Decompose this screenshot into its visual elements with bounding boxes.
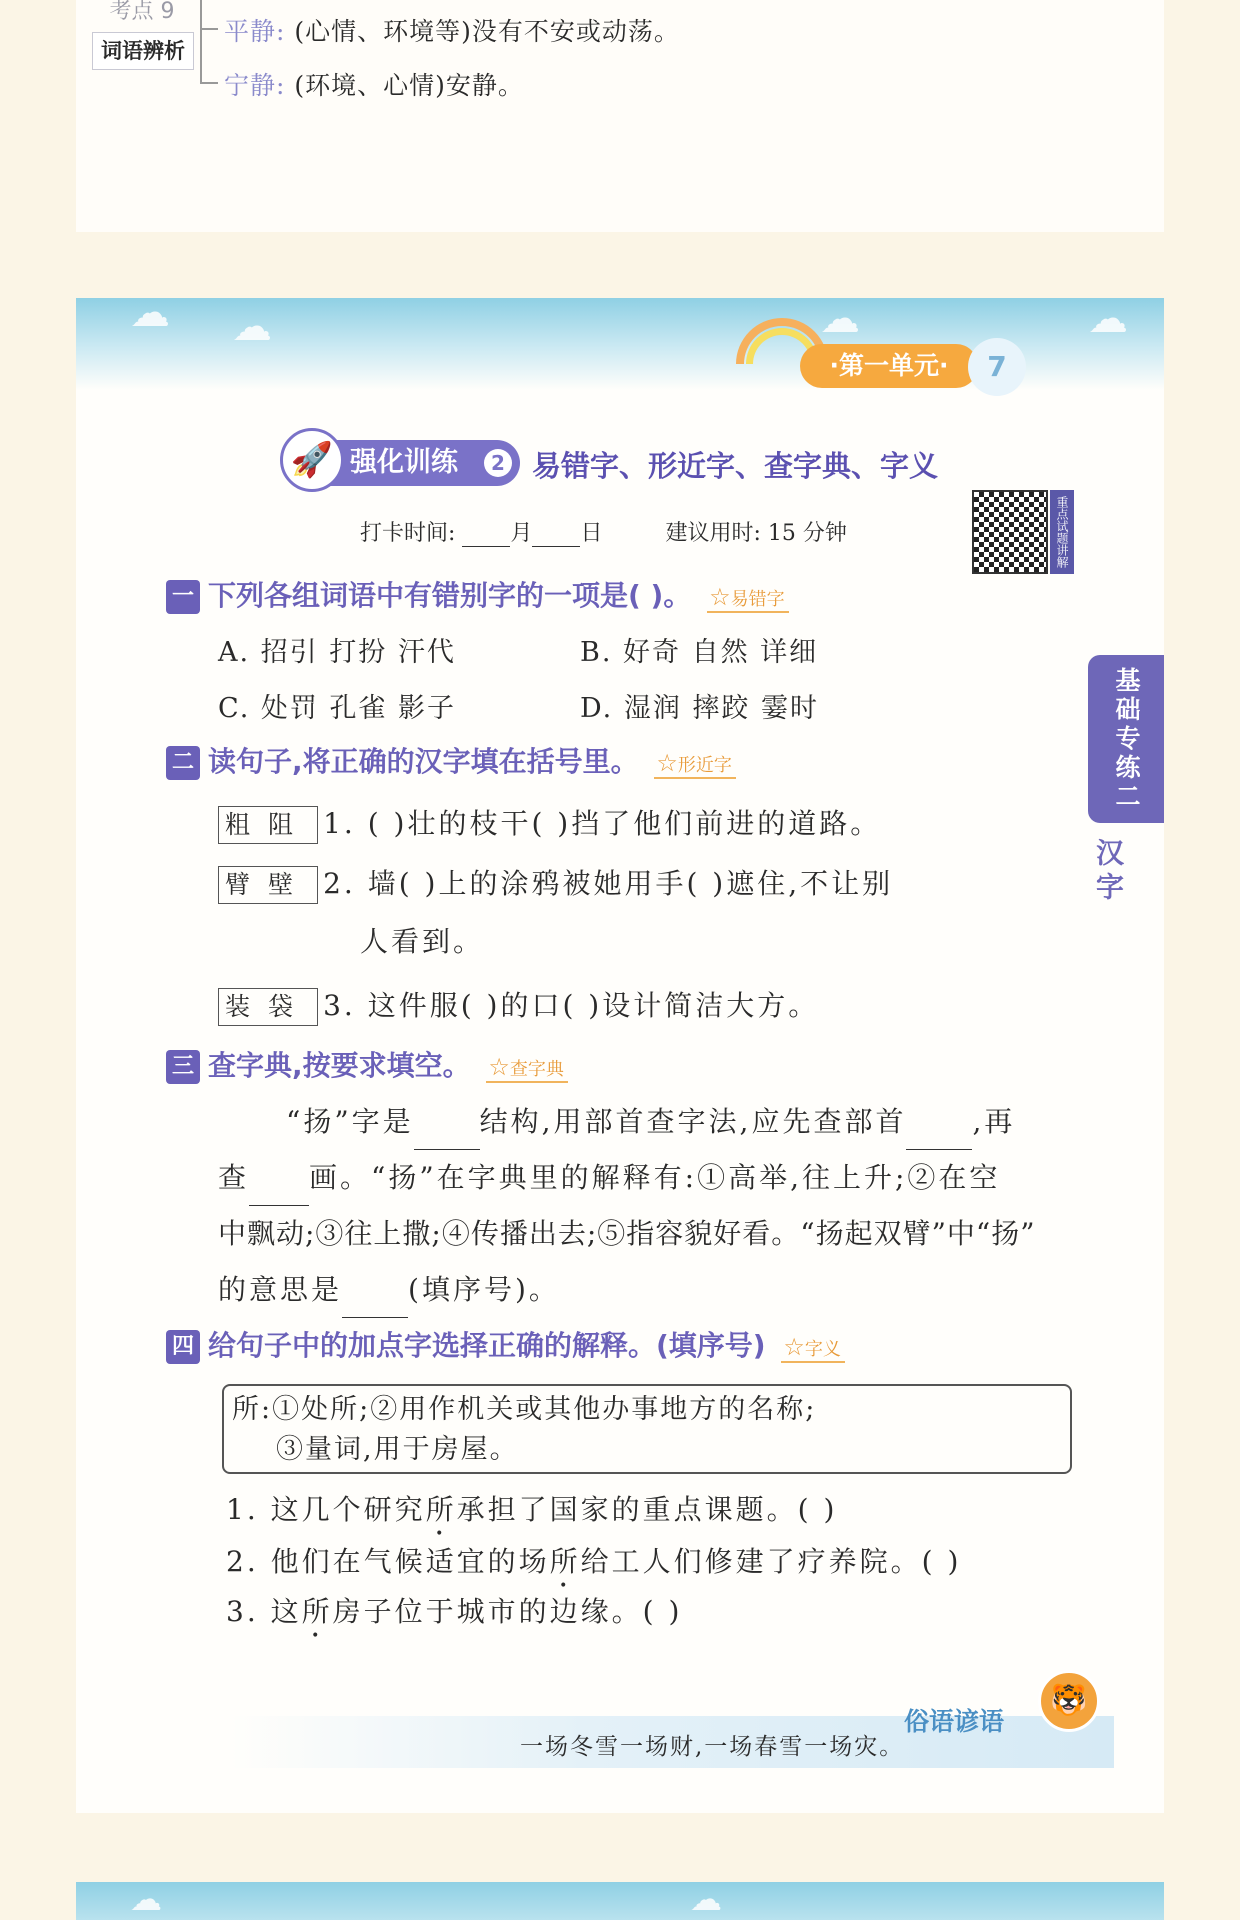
rocket-icon: 🚀	[280, 428, 344, 492]
tag-chazidian	[486, 1053, 568, 1083]
q2-item-1	[218, 802, 881, 844]
next-page-band	[76, 1882, 1164, 1920]
qr-caption: 重点试题讲解	[1050, 490, 1074, 574]
text-ningjing: (环境、心情)安静。	[294, 71, 524, 100]
star-icon: ☆	[709, 583, 731, 611]
month-label: 月	[510, 521, 533, 546]
q3-text: (填序号)。	[408, 1273, 560, 1306]
section-title-pill: 强化训练	[284, 440, 520, 486]
q4-sentence-2	[226, 1540, 961, 1594]
q3-text: “扬”字是	[286, 1105, 414, 1138]
proverb-text: 一场冬雪一场财,一场春雪一场灾。	[520, 1734, 905, 1760]
option-b: B. 好奇 自然 详细	[580, 637, 819, 668]
choice-box: 臂壁	[218, 866, 318, 904]
q3-text: 画。“扬”在字典里的解释有:①高举,往上升;②在空	[309, 1161, 1001, 1194]
answer-blank[interactable]	[342, 1283, 408, 1318]
question-number-icon: 二	[166, 746, 200, 780]
side-tab: 基础专练二	[1088, 655, 1164, 823]
q4-text: 2. 他们在气候适宜的场	[226, 1545, 550, 1578]
checkin-label: 打卡时间:	[360, 521, 456, 546]
qr-code[interactable]	[972, 490, 1048, 574]
bracket-tick-bottom	[200, 82, 218, 84]
q4-text: 房子位于城市的边缘。( )	[332, 1595, 683, 1628]
q4-text: 给工人们修建了疗养院。( )	[580, 1545, 962, 1578]
q3-line-3: 中飘动;③往上撒;④传播出去;⑤指容貌好看。“扬起双臂”中“扬”	[218, 1217, 1036, 1250]
cloud-icon: ☁	[1088, 296, 1128, 342]
question-number-icon: 一	[166, 580, 200, 614]
question-1-text: 下列各组词语中有错别字的一项是( )。	[208, 579, 692, 612]
day-blank[interactable]	[532, 546, 580, 547]
proverb-label: 俗语谚语	[904, 1707, 1005, 1736]
question-3-heading	[166, 1044, 568, 1084]
question-4-text: 给句子中的加点字选择正确的解释。(填序号)	[208, 1329, 766, 1362]
q3-text: ,再	[972, 1105, 1016, 1138]
question-3-text: 查字典,按要求填空。	[208, 1049, 471, 1082]
tag-xingjinzi	[654, 749, 736, 779]
q3-paragraph	[218, 1094, 1078, 1318]
q2-item-3	[218, 984, 819, 1026]
q2-item-2	[218, 862, 893, 904]
tag-ziyi	[781, 1333, 845, 1363]
star-icon: ☆	[783, 1333, 805, 1361]
question-number-icon: 四	[166, 1330, 200, 1364]
definition-box	[222, 1384, 1072, 1474]
star-icon: ☆	[488, 1053, 510, 1081]
month-blank[interactable]	[462, 546, 510, 547]
question-4-heading	[166, 1324, 845, 1364]
kaodian-tag: 考点 9	[109, 0, 175, 24]
answer-blank[interactable]	[414, 1115, 480, 1150]
q3-text: 查	[218, 1161, 250, 1194]
q2-sentence-continued: 人看到。	[360, 925, 485, 958]
term-ningjing: 宁静:	[224, 71, 286, 100]
q4-text: 3. 这	[226, 1595, 302, 1628]
q3-line-1	[218, 1094, 1078, 1150]
option-d: D. 湿润 摔跤 霎时	[580, 693, 820, 724]
q2-sentence: 2. 墙( )上的涂鸦被她用手( )遮住,不让别	[323, 867, 894, 900]
definition-pingjing	[224, 12, 680, 48]
tag-text: 字义	[804, 1339, 841, 1360]
term-pingjing: 平静:	[224, 17, 286, 46]
suggested-time: 建议用时: 15 分钟	[665, 521, 847, 546]
q4-sentence-1	[226, 1488, 837, 1542]
tag-text: 查字典	[509, 1059, 564, 1080]
q4-sentence-3	[226, 1590, 682, 1644]
question-2-text: 读句子,将正确的汉字填在括号里。	[208, 745, 639, 778]
tag-yicuozi	[707, 583, 789, 613]
q2-sentence: 1. ( )壮的枝干( )挡了他们前进的道路。	[323, 807, 882, 840]
answer-blank[interactable]	[906, 1115, 972, 1150]
cloud-icon: ☁	[690, 1880, 722, 1918]
question-2-heading	[166, 740, 736, 780]
tag-text: 易错字	[730, 589, 785, 610]
unit-label: ·第一单元·	[800, 344, 978, 388]
dotted-char: 所	[301, 1595, 333, 1628]
bracket-tick-top	[200, 28, 218, 30]
option-c: C. 处罚 孔雀 影子	[218, 693, 457, 724]
definition-line-1: 所:①处所;②用作机关或其他办事地方的名称;	[232, 1394, 817, 1425]
section-title: 易错字、形近字、查字典、字义	[532, 449, 939, 483]
option-a: A. 招引 打扮 汗代	[218, 637, 456, 668]
day-label: 日	[580, 521, 603, 546]
section-number: 2	[484, 449, 512, 477]
page-number: 7	[968, 338, 1026, 396]
q3-text: 结构,用部首查字法,应先查部首	[479, 1105, 907, 1138]
q3-text: 的意思是	[218, 1273, 343, 1306]
kaodian-box: 词语辨析	[92, 32, 194, 70]
q4-text: 承担了国家的重点课题。( )	[456, 1493, 838, 1526]
star-icon: ☆	[656, 749, 678, 777]
question-1-heading	[166, 574, 789, 614]
cloud-icon: ☁	[130, 290, 170, 336]
tag-text: 形近字	[677, 755, 732, 776]
dotted-char: 所	[425, 1493, 457, 1526]
definition-ningjing	[224, 66, 524, 102]
choice-box: 粗阻	[218, 806, 318, 844]
side-topic: 汉字	[1092, 838, 1125, 906]
q3-line-2	[218, 1150, 1078, 1206]
question-number-icon: 三	[166, 1050, 200, 1084]
definition-line-2: ③量词,用于房屋。	[276, 1434, 519, 1465]
choice-box: 装袋	[218, 988, 318, 1026]
cloud-icon: ☁	[130, 1880, 162, 1918]
q3-line-4	[218, 1262, 1078, 1318]
tiger-mascot-icon: 🐯	[1038, 1670, 1100, 1732]
cloud-icon: ☁	[820, 296, 860, 342]
bracket-line	[200, 0, 222, 84]
q2-sentence: 3. 这件服( )的口( )设计简洁大方。	[323, 989, 820, 1022]
dotted-char: 所	[549, 1545, 581, 1578]
text-pingjing: (心情、环境等)没有不安或动荡。	[294, 17, 680, 46]
q4-text: 1. 这几个研究	[226, 1493, 426, 1526]
answer-blank[interactable]	[249, 1171, 309, 1206]
cloud-icon: ☁	[232, 304, 272, 350]
checkin-line	[360, 516, 847, 547]
